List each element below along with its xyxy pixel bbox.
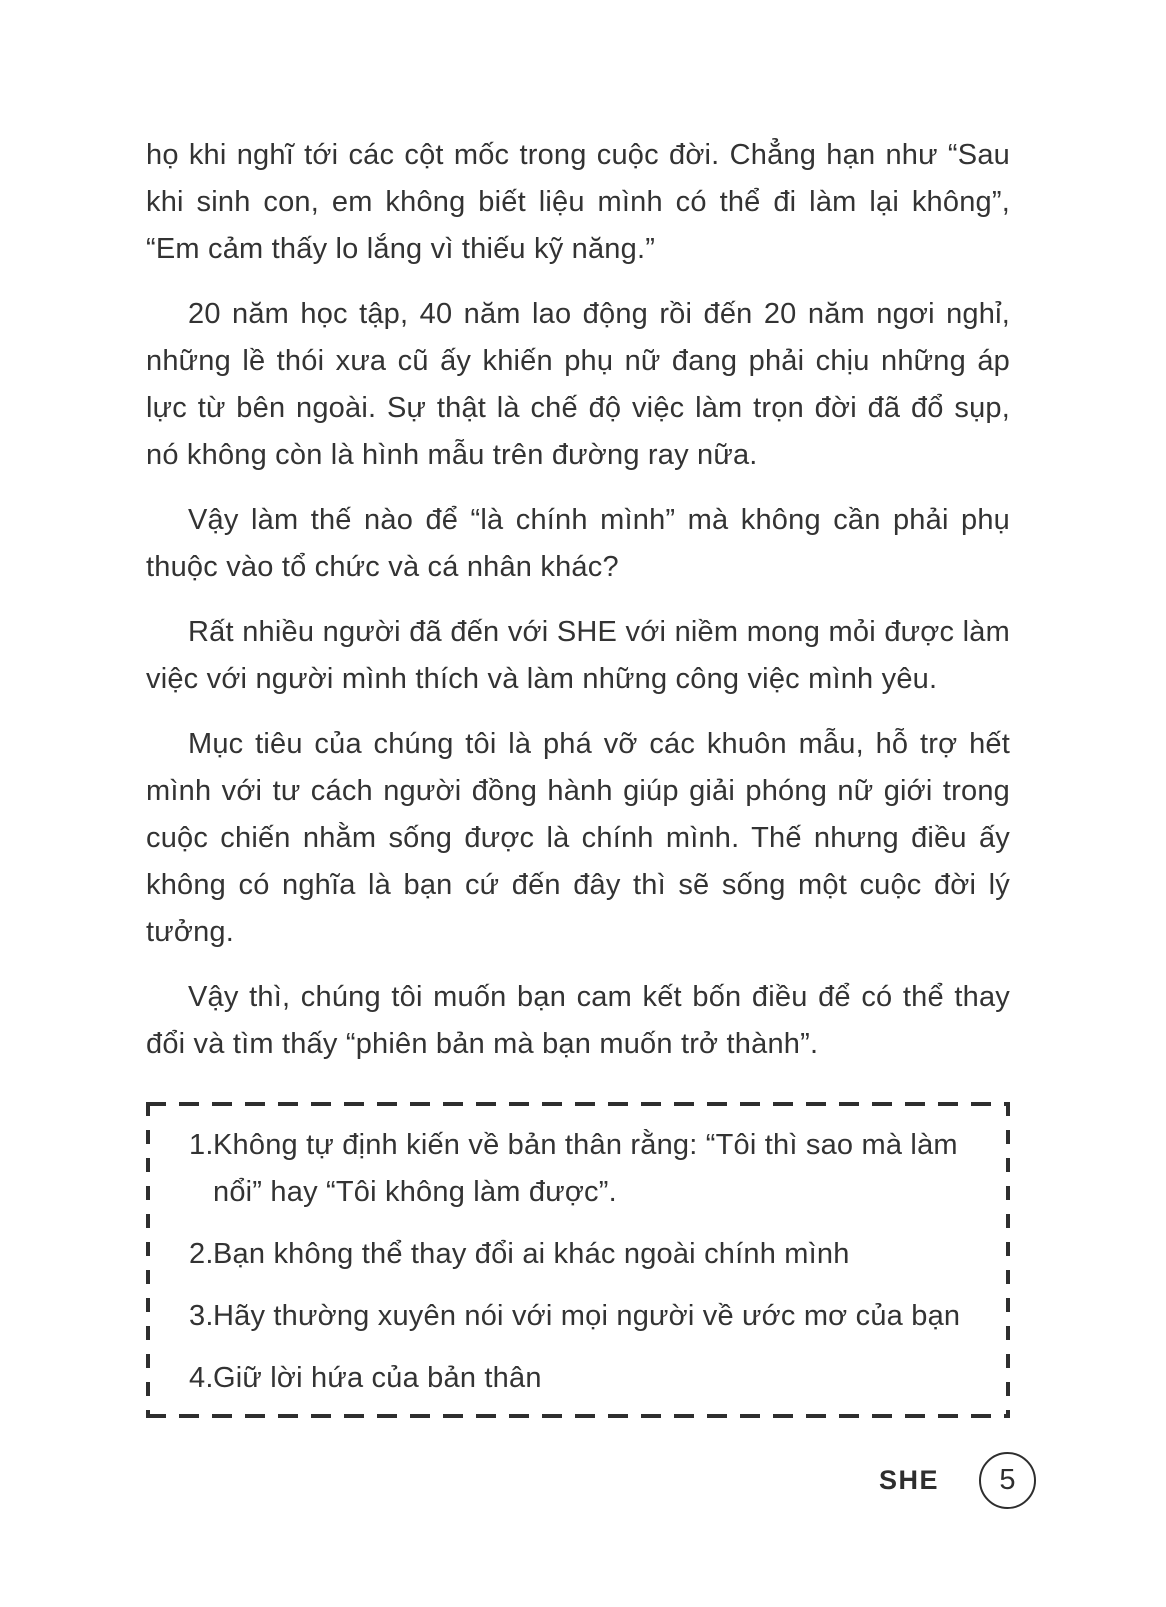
list-item bbox=[189, 1231, 988, 1278]
paragraph: Vậy làm thế nào để “là chính mình” mà không cần phải phụ thuộc vào tổ chức và cá nhân khác? bbox=[146, 504, 1010, 583]
paragraph: Mục tiêu của chúng tôi là phá vỡ các khuôn mẫu, hỗ trợ hết mình với tư cách người đồng hành giúp giải phóng nữ giới trong cuộc chiến nhằm sống được là chính mình. Thế nhưng điều ấy không có nghĩa là bạn cứ đến đây thì sẽ sống một cuộc đời lý tưởng. bbox=[146, 728, 1010, 948]
list-item-number: 2. bbox=[189, 1238, 214, 1270]
list-item-text: Hãy thường xuyên nói với mọi người về ước mơ của bạn bbox=[213, 1300, 961, 1332]
list-item-text: Giữ lời hứa của bản thân bbox=[213, 1362, 542, 1394]
page-footer bbox=[879, 1452, 1036, 1509]
paragraph: 20 năm học tập, 40 năm lao động rồi đến 20 năm ngơi nghỉ, những lề thói xưa cũ ấy khiến phụ nữ đang phải chịu những áp lực từ bên ngoài. Sự thật là chế độ việc làm trọn đời đã đổ sụp, nó không còn là hình mẫu trên đường ray nữa. bbox=[146, 298, 1010, 471]
paragraph: Rất nhiều người đã đến với SHE với niềm mong mỏi được làm việc với người mình thích và làm những công việc mình yêu. bbox=[146, 616, 1010, 695]
commitments-box bbox=[146, 1102, 1010, 1418]
list-item bbox=[189, 1293, 988, 1340]
list-item-text: Bạn không thể thay đổi ai khác ngoài chính mình bbox=[213, 1238, 850, 1270]
list-item-text: Không tự định kiến về bản thân rằng: “Tôi thì sao mà làm nổi” hay “Tôi không làm được”. bbox=[213, 1129, 958, 1208]
paragraph: Vậy thì, chúng tôi muốn bạn cam kết bốn điều để có thể thay đổi và tìm thấy “phiên bản mà bạn muốn trở thành”. bbox=[146, 981, 1010, 1060]
list-item bbox=[189, 1122, 988, 1216]
list-item bbox=[189, 1355, 988, 1402]
page-body-text bbox=[146, 132, 1010, 1418]
page-number: 5 bbox=[999, 1464, 1016, 1496]
page-number-badge bbox=[979, 1452, 1036, 1509]
paragraph: họ khi nghĩ tới các cột mốc trong cuộc đời. Chẳng hạn như “Sau khi sinh con, em không biết liệu mình có thể đi làm lại không”, “Em cảm thấy lo lắng vì thiếu kỹ năng.” bbox=[146, 139, 1010, 265]
list-item-number: 1. bbox=[189, 1129, 214, 1161]
book-title: SHE bbox=[878, 1465, 939, 1495]
list-item-number: 3. bbox=[189, 1300, 214, 1332]
list-item-number: 4. bbox=[189, 1362, 214, 1394]
